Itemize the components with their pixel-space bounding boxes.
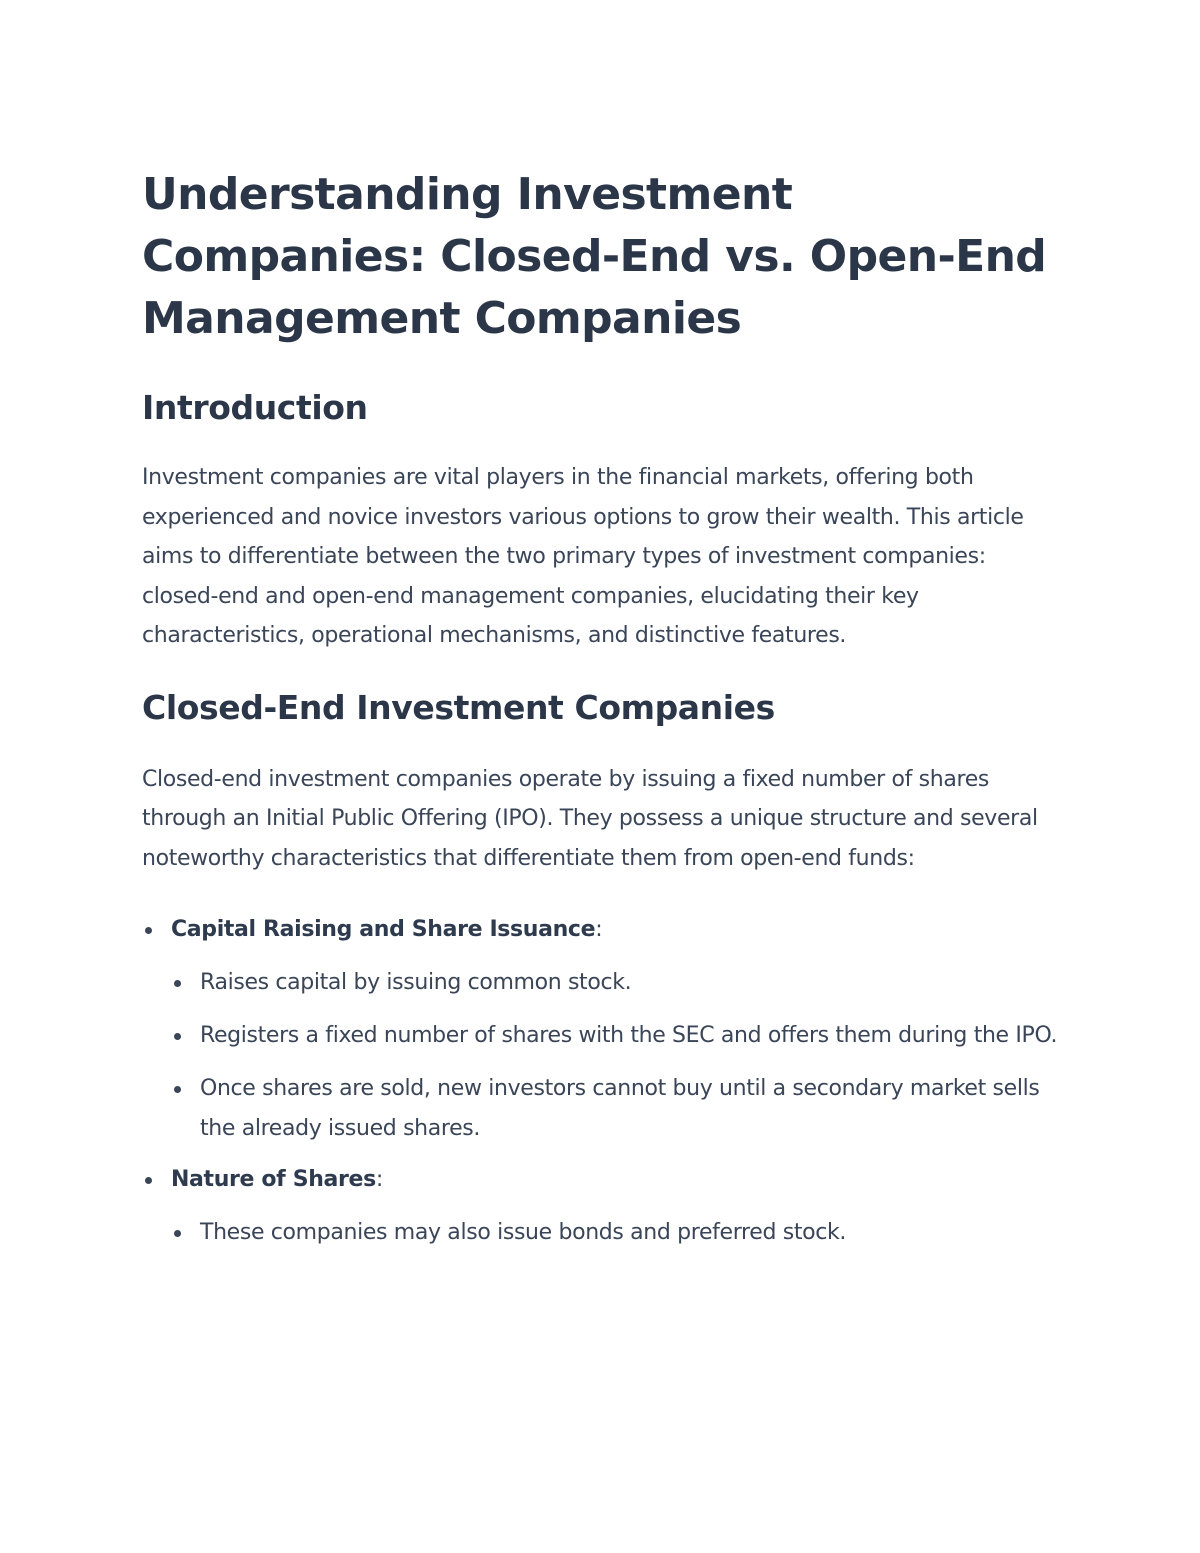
bullet-icon <box>145 927 152 934</box>
introduction-paragraph: Investment companies are vital players in the financial markets, offering both experienced and novice investors various options to grow their wealth. This article aims to differentiate between the two primary types of investment companies: closed-end and open-end management companies, elucidating their key characteristics, operational mechanisms, and distinctive features. <box>142 465 1024 648</box>
list-item <box>142 910 1062 950</box>
bullet-icon <box>174 1086 181 1093</box>
introduction-heading: Introduction <box>142 388 368 427</box>
sub-point-text: Registers a fixed number of shares with the SEC and offers them during the IPO. <box>200 1023 1058 1048</box>
list-item <box>142 1016 1062 1056</box>
document-title: Understanding Investment Companies: Closed-End vs. Open-End Management Companies <box>142 169 1047 344</box>
document-page <box>142 164 1062 1253</box>
list-item <box>142 1213 1062 1253</box>
point-label: Nature of Shares <box>171 1167 376 1192</box>
point-label: Capital Raising and Share Issuance <box>171 917 596 942</box>
bullet-icon <box>145 1177 152 1184</box>
closed-end-paragraph: Closed-end investment companies operate by issuing a fixed number of shares through an Initial Public Offering (IPO). They possess a unique structure and several noteworthy characteristics that differentiate them from open-end funds: <box>142 766 1038 871</box>
sub-point-text: Raises capital by issuing common stock. <box>200 970 632 995</box>
closed-end-heading: Closed-End Investment Companies <box>142 687 775 727</box>
point-suffix: : <box>595 917 603 942</box>
point-suffix: : <box>375 1167 383 1192</box>
bullet-icon <box>174 1033 181 1040</box>
bullet-icon <box>174 1230 181 1237</box>
sub-point-text: Once shares are sold, new investors cannot buy until a secondary market sells the already issued shares. <box>200 1076 1040 1141</box>
list-item <box>142 963 1062 1003</box>
list-item <box>142 1069 1062 1149</box>
list-item <box>142 1160 1062 1200</box>
closed-end-bullet-list <box>142 910 1062 1253</box>
bullet-icon <box>174 980 181 987</box>
sub-point-text: These companies may also issue bonds and preferred stock. <box>200 1220 846 1245</box>
